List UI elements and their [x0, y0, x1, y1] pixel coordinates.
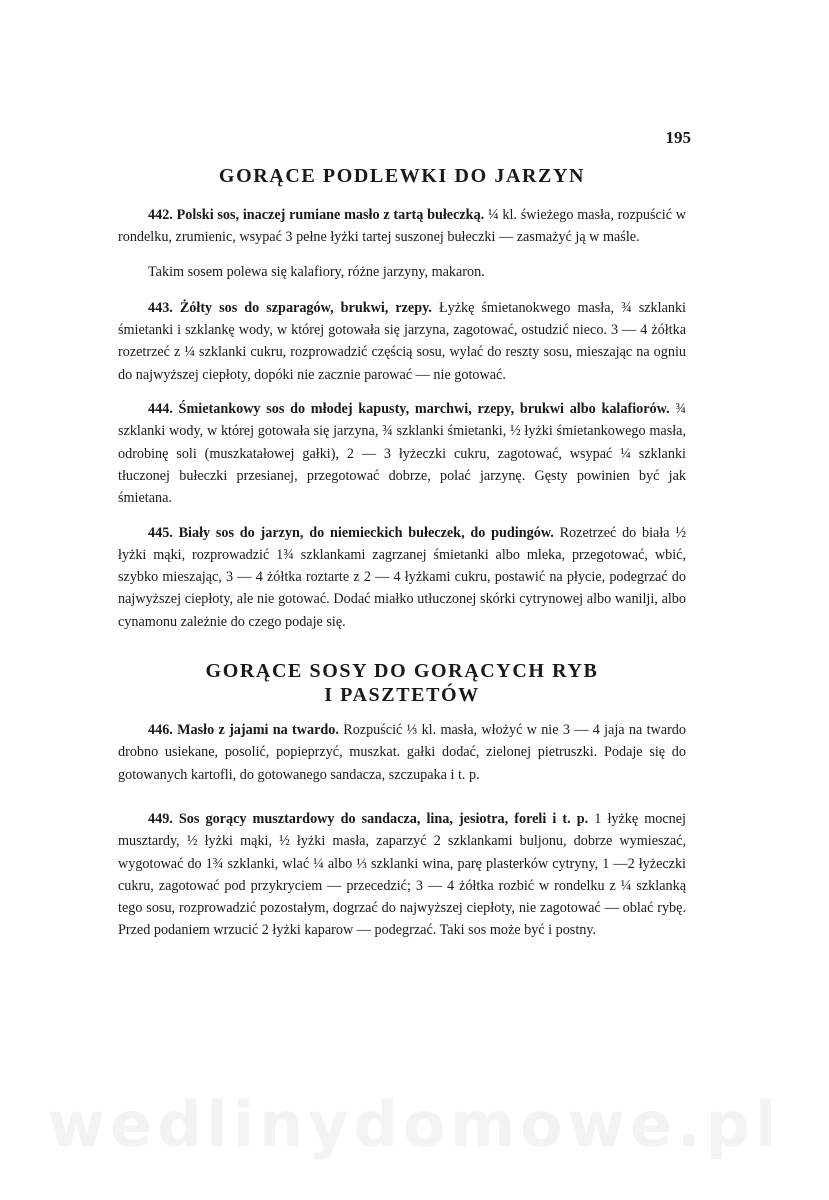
recipe-body: Rozetrzeć do biała ½ łyżki mąki, rozprowadzić 1¾ szklankami zagrzanej śmietanki albo mleka, przegotować, wbić, szybko mieszając, 3 — 4 żółtka roztarte z 2 — 4 łyżkami cukru, postawić na płycie, podegrzać do najwyższej ciepłoty, ale nie gotować. Dodać miałko utłuczonej skórki cytrynowej albo wanilji, albo cynamonu zależnie do czego podaje się. [118, 524, 686, 630]
recipe-body: 1 łyżkę mocnej musztardy, ½ łyżki mąki, ½ łyżki masła, zaparzyć 2 szklankami buljonu, dobrze wymieszać, wygotować do 1¾ szklanki, wlać ¼ albo ⅓ szklanki wina, parę plasterków cytryny, 1 —2 łyżeczki cukru, zagotować pod przykryciem — przecedzić; 3 — 4 żółtka rozbić w rondelku z ¼ szklanką tego sosu, rozprowadzić pozostałym, dogrzać do najwyższej ciepłoty, nie zagotować — oblać rybę. Przed podaniem wrzucić 2 łyżki kaparow — podegrzać. Taki sos może być i postny. [118, 810, 686, 939]
recipe-body: ¾ szklanki wody, w której gotowała się jarzyna, ¾ szklanki śmietanki, ½ łyżki śmietankowego masła, odrobinę soli (muszkatałowej gałki), 2 — 3 łyżeczki cukru, zagotować, wsypać ¼ szklanki tłuczonej bułeczki przesianej, przegotować dobrze, polać jarzynę. Gęsty powinien być jak śmietana. [118, 401, 687, 507]
recipe-body: Łyżkę śmietanokwego masła, ¾ szklanki śmietanki i szklankę wody, w której gotowała się jarzyna, zagotować, ostudzić nieco. 3 — 4 żółtka rozetrzeć z ¼ szklanki cukru, rozprowadzić częścią sosu, wylać do reszty sosu, mieszając na ogniu do najwyższej ciepłoty, dopóki nie zacznie parować — nie gotować. [118, 299, 686, 383]
recipe-body: ¼ kl. świeżego masła, rozpuścić w rondelku, zrumienic, wsypać 3 pełne łyżki tartej suszonej bułeczki — zasmażyć ją w maśle. [118, 207, 686, 246]
recipe-442 [118, 204, 686, 249]
recipe-note: Takim sosem polewa się kalafiory, różne jarzyny, makaron. [148, 263, 485, 280]
page-number: 195 [665, 128, 691, 147]
recipe-444 [118, 398, 686, 509]
recipe-445 [118, 522, 686, 633]
page-content [118, 164, 686, 954]
recipe-body: Rozpuścić ⅓ kl. masła, włożyć w nie 3 — 4 jaja na twardo drobno usiekane, posolić, popieprzyć, muszkat. gałki dodać, zielonej pietruszki. Podaje się do gotowanych kartofli, do gotowanego sandacza, szczupaka i t. p. [118, 722, 686, 783]
recipe-title: 449. Sos gorący musztardowy do sandacza, lina, jesiotra, foreli i t. p. [148, 810, 589, 827]
recipe-443 [118, 297, 686, 386]
section-title-line-2: I PASZTETÓW [324, 684, 480, 707]
section-title-hot-vegetable-sauces: GORĄCE PODLEWKI DO JARZYN [218, 165, 586, 187]
recipe-title: 442. Polski sos, inaczej rumiane masło z tartą bułeczką. [148, 207, 485, 223]
section-title-hot-fish-sauces [118, 659, 686, 707]
recipe-title: 444. Śmietankowy sos do młodej kapusty, marchwi, rzepy, brukwi albo kalafiorów. [148, 401, 670, 418]
section-title-line-1: GORĄCE SOSY DO GORĄCYCH RYB [205, 660, 599, 683]
recipe-title: 446. Masło z jajami na twardo. [148, 722, 339, 739]
recipe-title: 443. Żółty sos do szparagów, brukwi, rzepy. [148, 299, 432, 316]
recipe-449 [118, 808, 686, 942]
recipe-title: 445. Biały sos do jarzyn, do niemieckich bułeczek, do pudingów. [148, 524, 554, 541]
watermark: wedlinydomowe.pl [47, 1088, 782, 1161]
recipe-446 [118, 719, 686, 786]
